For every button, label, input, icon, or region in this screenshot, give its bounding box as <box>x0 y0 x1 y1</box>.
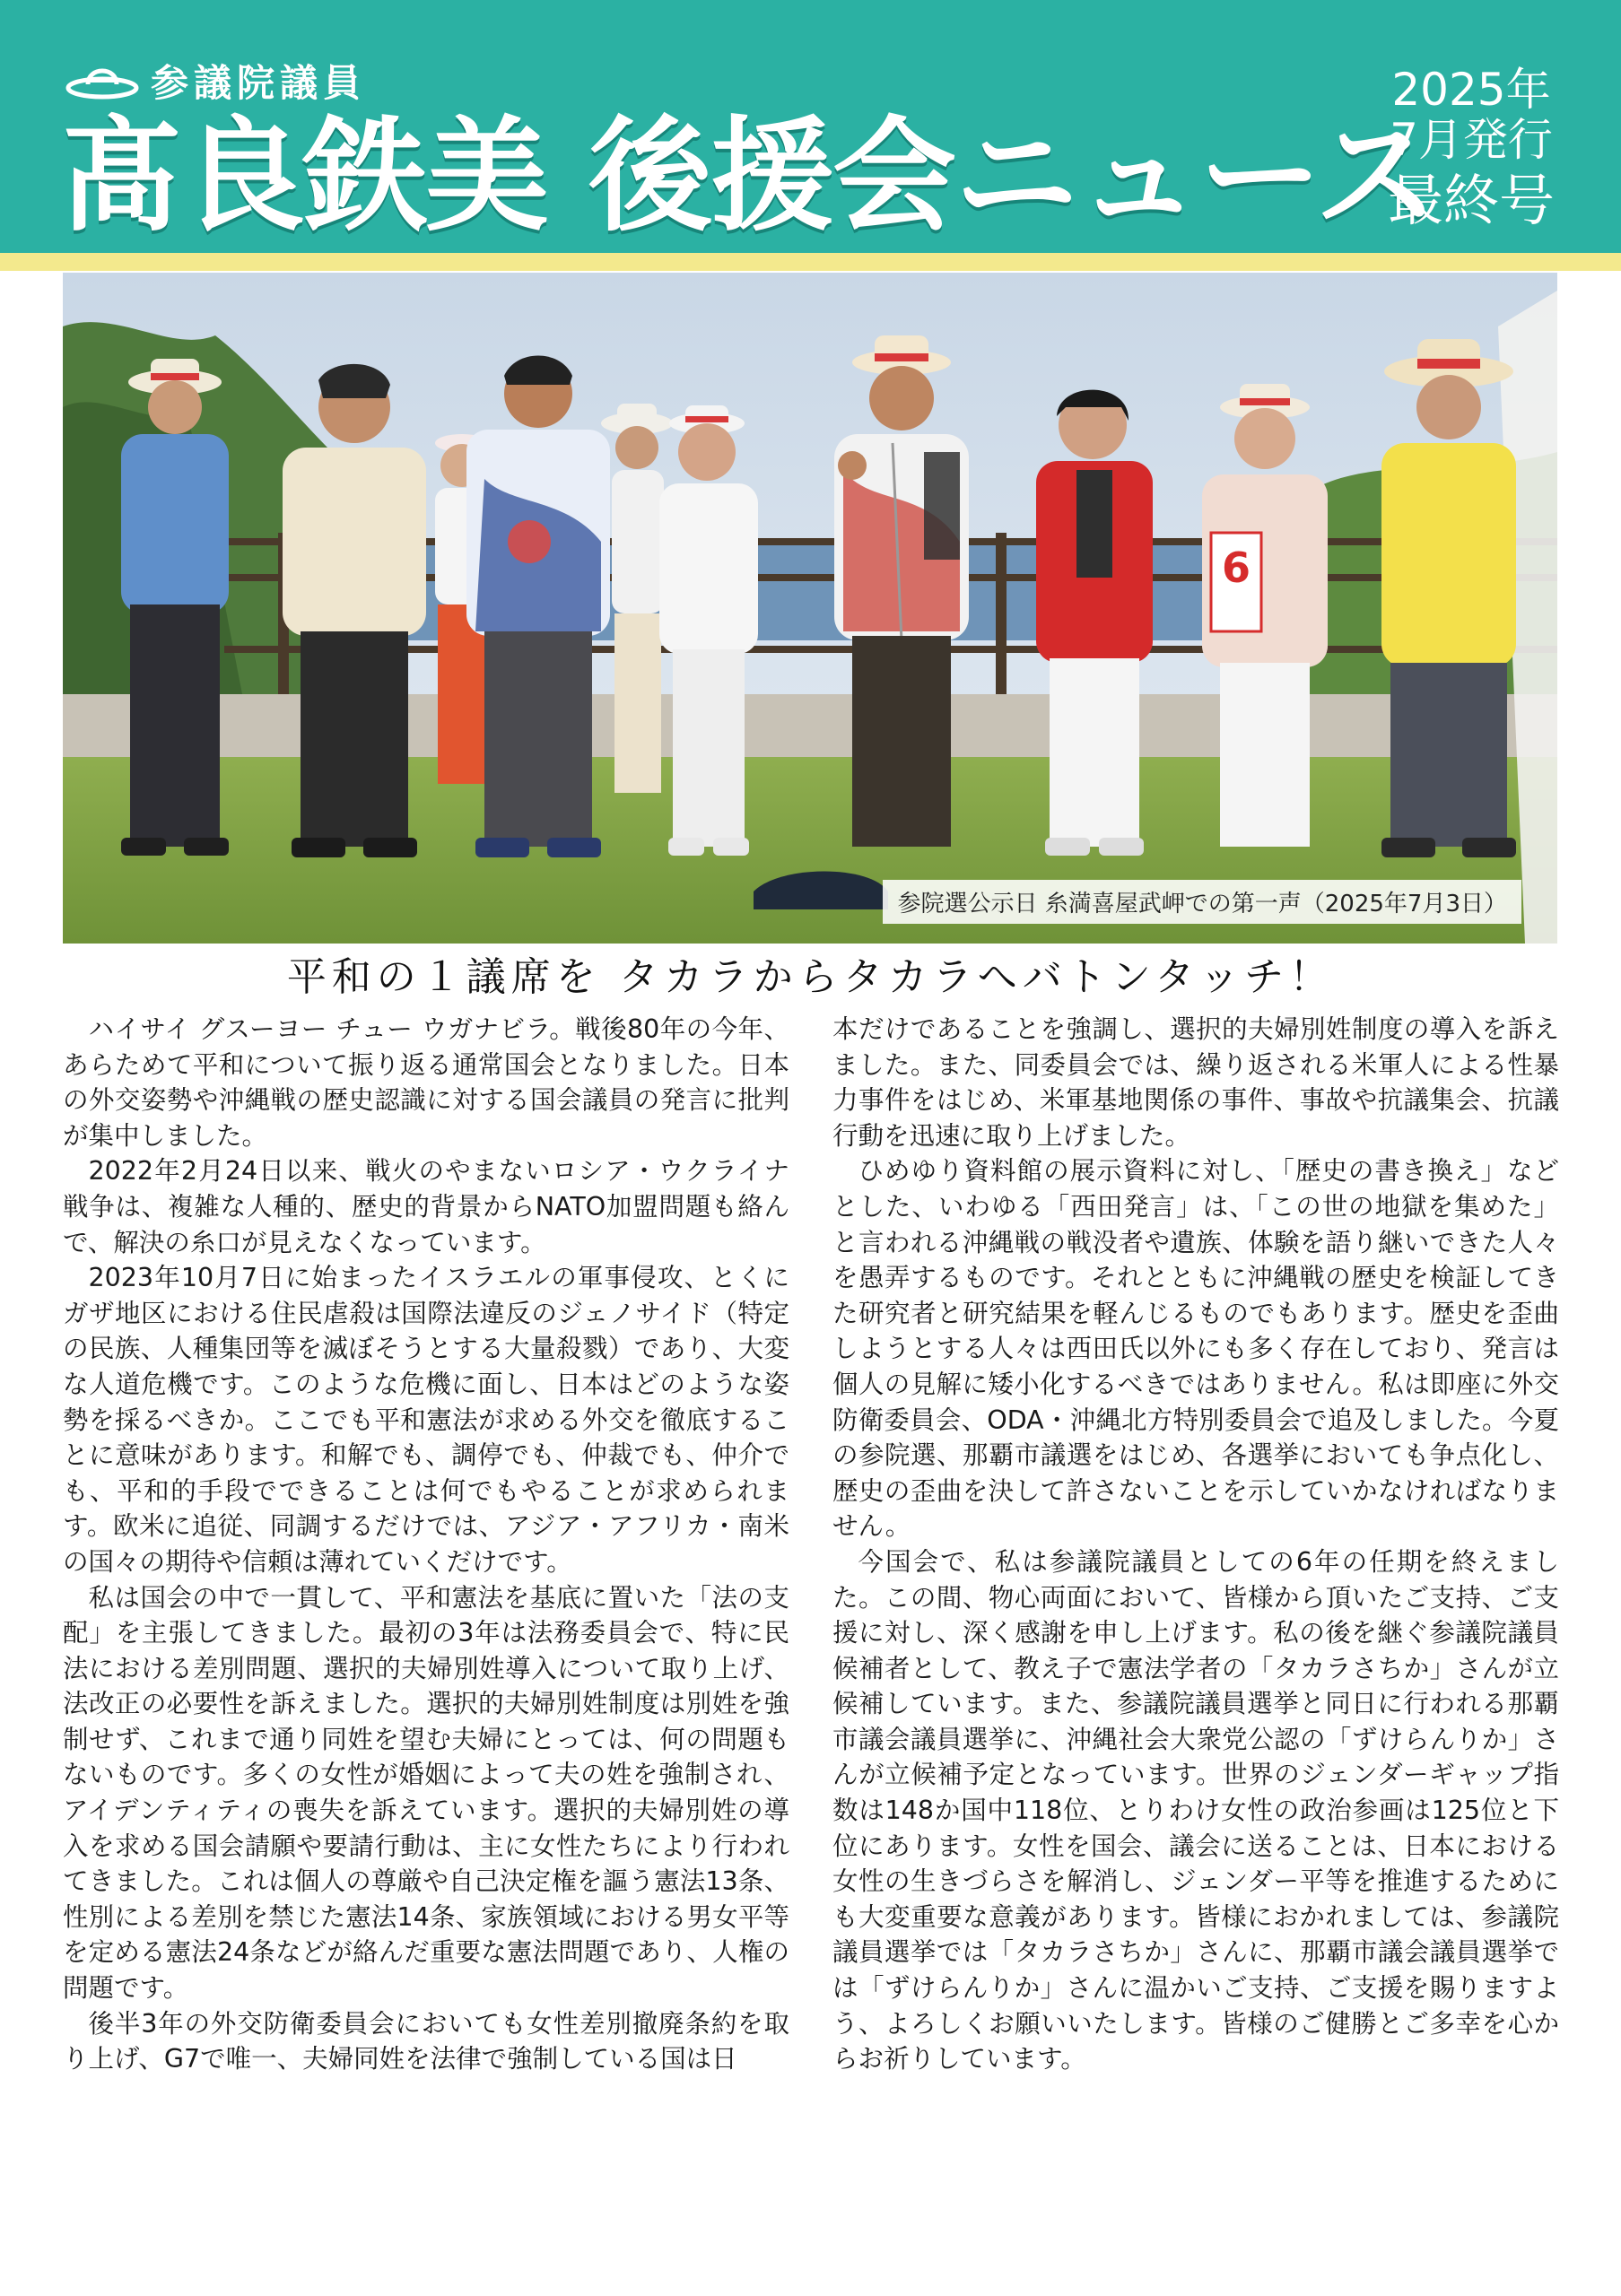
masthead <box>0 0 1621 253</box>
article-column-right <box>832 1012 1559 2077</box>
paragraph: 後半3年の外交防衛委員会においても女性差別撤廃条約を取り上げ、G7で唯一、夫婦同姓を法律で強制している国は日 <box>63 2008 789 2074</box>
group-photo-illustration <box>63 273 1557 944</box>
paragraph: 2022年2月24日以来、戦火のやまないロシア・ウクライナ戦争は、複雑な人種的、歴史的背景からNATO加盟問題も絡んで、解決の糸口が見えなくなっています。 <box>63 1156 789 1257</box>
photo-caption: 参院選公示日 糸満喜屋武岬での第一声（2025年7月3日） <box>883 880 1521 924</box>
paragraph-continued: 本だけであることを強調し、選択的夫婦別姓制度の導入を訴えました。また、同委員会では、繰り返される米軍人による性暴力事件をはじめ、米軍基地関係の事件、事故や抗議集会、抗議行動を迅速に取り上げました。 <box>832 1014 1559 1151</box>
paragraph: ハイサイ グスーヨー チュー ウガナビラ。戦後80年の今年、あらためて平和について振り返る通常国会となりました。日本の外交姿勢や沖縄戦の歴史認識に対する国会議員の発言に批判が集中しました。 <box>63 1014 789 1151</box>
hat-icon <box>65 57 140 104</box>
issue-label: 最終号 <box>1387 168 1555 233</box>
paragraph: 今国会で、私は参議院議員としての6年の任期を終えました。この間、物心両面において、皆様から頂いたご支持、ご支援に対し、深く感謝を申し上げます。私の後を継ぐ参議院議員候補者として、教え子で憲法学者の「タカラさちか」さんが立候補しています。また、参議院議員選挙と同日に行われる那覇市議会議員選挙に、沖縄社会大衆党公認の「ずけらんりか」さんが立候補予定となっています。世界のジェンダーギャップ指数は148か国中118位、とりわけ女性の政治参画は125位と下位にあります。女性を国会、議会に送ることは、日本における女性の生きづらさを解消し、ジェンダー平等を推進するためにも大変重要な意義があります。皆様におかれましては、参議院議員選挙では「タカラさちか」さんに、那覇市議会議員選挙では「ずけらんりか」さんに温かいご支持、ご支援を賜りますよう、よろしくお願いいたします。皆様のご健勝とご多幸を心からお祈りしています。 <box>832 1546 1559 2074</box>
campaign-sign-number: 6 <box>1221 544 1251 592</box>
paragraph: 2023年10月7日に始まったイスラエルの軍事侵攻、とくにガザ地区における住民虐殺は国際法違反のジェノサイド（特定の民族、人種集団等を滅ぼそうとする大量殺戮）であり、大変な人道危機です。このような危機に面し、日本はどのような姿勢を採るべきか。ここでも平和憲法が求める外交を徹底することに意味があります。和解でも、調停でも、仲裁でも、仲介でも、平和的手段でできることは何でもやることが求められます。欧米に追従、同調するだけでは、アジア・アフリカ・南米の国々の期待や信頼は薄れていくだけです。 <box>63 1263 789 1577</box>
headline: 平和の１議席を タカラからタカラへバトンタッチ！ <box>286 954 1335 1000</box>
group-photo <box>63 273 1557 944</box>
masthead-stripe <box>0 253 1621 271</box>
kicker-text: 参議院議員 <box>151 61 367 105</box>
paragraph: ひめゆり資料館の展示資料に対し、「歴史の書き換え」などとした、いわゆる「西田発言」は、「この世の地獄を集めた」と言われる沖縄戦の戦没者や遺族、体験を語り継いできた人々を愚弄するものです。それとともに沖縄戦の歴史を検証してきた研究者と研究結果を軽んじるものでもあります。歴史を歪曲しようとする人々は西田氏以外にも多く存在しており、発言は個人の見解に矮小化するべきではありません。私は即座に外交防衛委員会、ODA・沖縄北方特別委員会で追及しました。今夏の参院選、那覇市議選をはじめ、各選挙においても争点化し、歴史の歪曲を決して許さないことを示していかなければなりません。 <box>832 1156 1559 1542</box>
issue-info <box>1355 65 1588 235</box>
issue-date <box>1355 65 1588 165</box>
article-column-left <box>63 1012 789 2077</box>
person-4 <box>466 356 610 858</box>
issue-date-text: 2025年 7月発行 <box>1390 64 1553 166</box>
paragraph: 私は国会の中で一貫して、平和憲法を基底に置いた「法の支配」を主張してきました。最初の3年は法務委員会で、特に民法における差別問題、選択的夫婦別姓導入について取り上げ、法改正の必要性を訴えました。選択的夫婦別姓制度は別姓を強制せず、これまで通り同姓を望む夫婦にとっては、何の問題もないものです。多くの女性が婚姻によって夫の姓を強制され、アイデンティティの喪失を訴えています。選択的夫婦別姓の導入を求める国会請願や要請行動は、主に女性たちにより行われてきました。これは個人の尊厳や自己決定権を謳う憲法13条、性別による差別を禁じた憲法14条、家族領域における男女平等を定める憲法24条などが絡んだ重要な憲法問題であり、人権の問題です。 <box>63 1582 789 2004</box>
newsletter-title: 髙良鉄美 後援会ニュース <box>59 104 1437 248</box>
kicker <box>65 54 366 108</box>
